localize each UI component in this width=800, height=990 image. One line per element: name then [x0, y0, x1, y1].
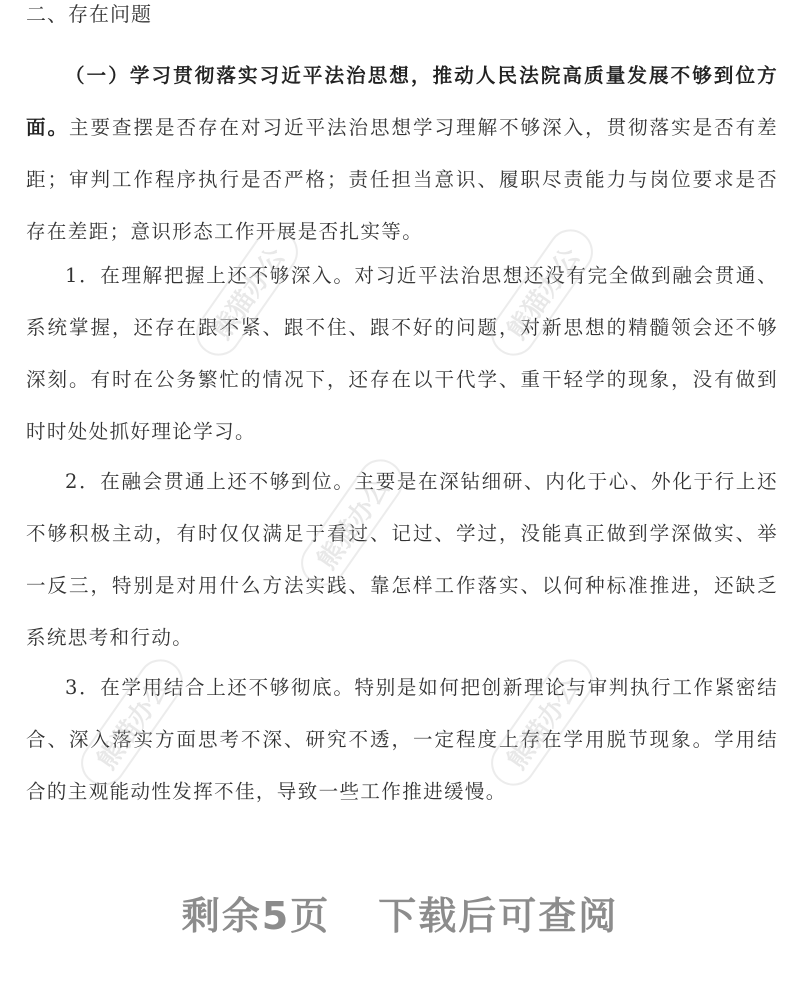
paragraph-item-3: 3．在学用结合上还不够彻底。特别是如何把创新理论与审判执行工作紧密结合、深入落实方面思考不深、研究不透，一定程度上存在学用脱节现象。学用结合的主观能动性发挥不佳，导致一些工作推进缓慢。 [26, 676, 778, 803]
remaining-pages-label: 剩余5页 [181, 894, 331, 938]
paragraph-item-2: 2．在融会贯通上还不够到位。主要是在深钻细研、内化于心、外化于行上还不够积极主动，有时仅仅满足于看过、记过、学过，没能真正做到学深做实、举一反三，特别是对用什么方法实践、靠怎样工作落实、以何种标准推进，还缺乏系统思考和行动。 [26, 470, 778, 649]
download-prompt [0, 885, 800, 940]
paragraph-item-1: 1．在理解把握上还不够深入。对习近平法治思想还没有完全做到融会贯通、系统掌握，还存在跟不紧、跟不住、跟不好的问题，对新思想的精髓领会还不够深刻。有时在公务繁忙的情况下，还存在以干代学、重干轻学的现象，没有做到时时处处抓好理论学习。 [26, 264, 778, 443]
watermark: 熊猫办公 [482, 651, 601, 795]
download-to-view-label: 下载后可查阅 [378, 894, 619, 938]
watermark: 熊猫办公 [187, 221, 306, 365]
watermark: 熊猫办公 [292, 451, 411, 595]
paragraph-intro [26, 50, 778, 258]
watermark: 熊猫办公 [72, 651, 191, 795]
section-heading: 二、存在问题 [26, 2, 152, 26]
paragraph-intro-text: 主要查摆是否存在对习近平法治思想学习理解不够深入，贯彻落实是否有差距；审判工作程序执行是否严格；责任担当意识、履职尽责能力与岗位要求是否存在差距；意识形态工作开展是否扎实等。 [26, 116, 778, 243]
paragraph-intro-bold-lead: （一）学习贯彻落实习近平法治思想，推动人民法院高质量发展不够到位方面。 [26, 64, 778, 139]
watermark: 熊猫办公 [482, 221, 601, 365]
